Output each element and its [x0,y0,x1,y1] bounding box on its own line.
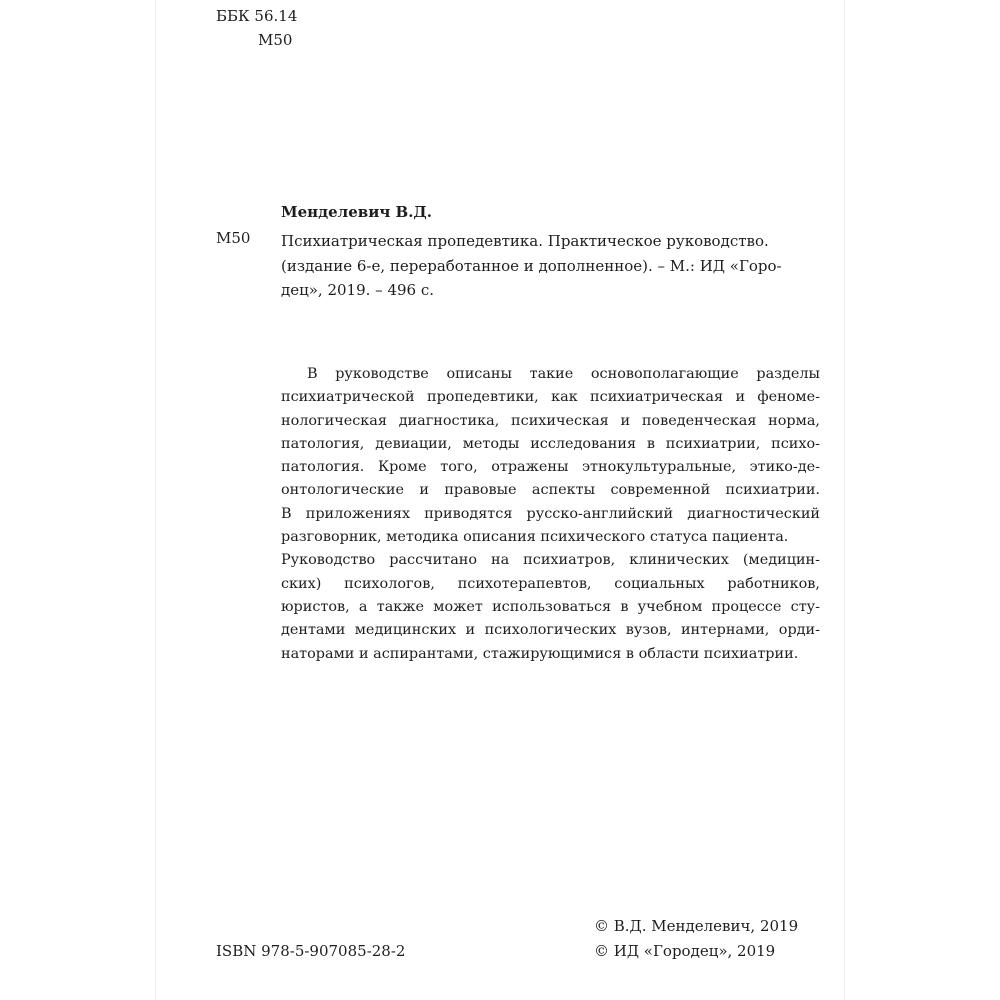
bbk-classification: ББК 56.14 [216,7,298,25]
annotation-line: Руководство рассчитано на психиатров, клинических (медицин- [281,552,820,569]
annotation-line: дентами медицинских и психологических вузов, интернами, орди- [281,622,820,639]
annotation-text [281,363,820,666]
annotation-line: юристов, а также может использоваться в учебном процессе сту- [281,598,820,615]
bibliographic-description [281,229,791,303]
page-edge-right [844,0,845,1000]
annotation-line: патология. Кроме того, отражены этнокультуральные, этико-де- [281,459,820,476]
isbn-number: ISBN 978-5-907085-28-2 [216,942,406,960]
author-mark-top: М50 [258,31,293,49]
annotation-line: разговорник, методика описания психического статуса пациента. [281,529,789,546]
annotation-line: психиатрической пропедевтики, как психиатрическая и феноме- [281,389,820,406]
annotation-line: ских) психологов, психотерапевтов, социальных работников, [281,575,820,592]
annotation-line: В приложениях приводятся русско-английский диагностический [281,505,820,522]
annotation-line: наторами и аспирантами, стажирующимися в области психиатрии. [281,645,799,662]
author-name: Менделевич В.Д. [281,203,432,221]
biblio-line: дец», 2019. – 496 с. [281,281,435,299]
page-edge-left [155,0,156,1000]
copyright-publisher: © ИД «Городец», 2019 [594,942,776,960]
biblio-line: (издание 6-е, переработанное и дополненное). – М.: ИД «Горо- [281,256,782,275]
copyright-author: © В.Д. Менделевич, 2019 [594,917,799,935]
annotation-line: нологическая диагностика, психическая и поведенческая норма, [281,412,820,429]
biblio-line: Психиатрическая пропедевтика. Практическое руководство. [281,232,769,250]
annotation-line: В руководстве описаны такие основополагающие разделы [307,366,820,382]
annotation-line: патология, девиации, методы исследования в психиатрии, психо- [281,435,820,452]
annotation-line: онтологические и правовые аспекты современной психиатрии. [281,482,820,499]
author-mark: М50 [216,229,251,247]
